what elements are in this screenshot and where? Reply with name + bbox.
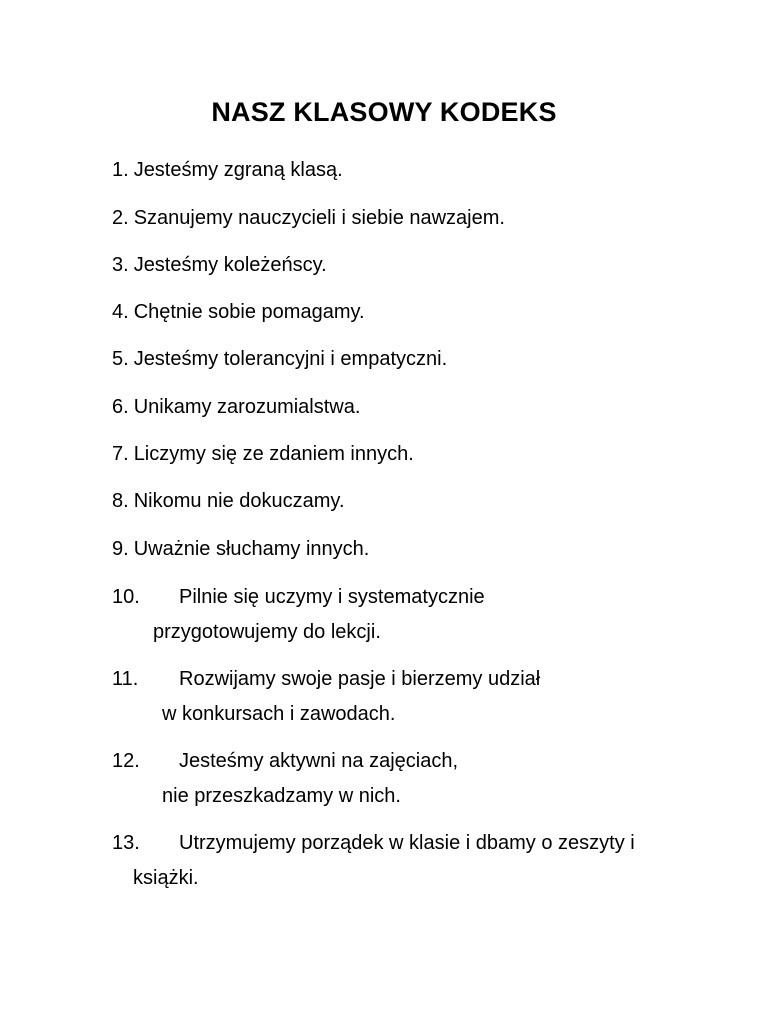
list-item [112,537,369,561]
list-item [112,206,505,230]
item-number: 1. [112,159,129,181]
item-continuation: przygotowujemy do lekcji. [153,621,381,643]
list-item [112,489,345,513]
item-text: Jesteśmy tolerancyjni i empatyczni. [133,348,448,370]
item-text: Unikamy zarozumialstwa. [133,396,361,418]
item-number: 4. [112,301,129,323]
item-number: 6. [112,396,129,418]
item-text: Jesteśmy aktywni na zajęciach, [179,750,459,772]
item-text: Jesteśmy koleżeńscy. [133,254,327,276]
list-item [112,667,540,691]
item-number: 8. [112,490,129,512]
item-number: 5. [112,348,129,370]
item-continuation: w konkursach i zawodach. [162,703,396,725]
list-item [112,585,485,609]
list-item [112,749,458,773]
item-number: 2. [112,207,129,229]
item-number: 7. [112,443,129,465]
item-text: Jesteśmy zgraną klasą. [133,159,343,181]
list-item [112,253,327,277]
item-text: Utrzymujemy porządek w klasie i dbamy o zeszyty i [179,832,635,854]
item-number: 11. [112,668,139,690]
item-number: 12. [112,750,140,772]
list-item [112,442,414,466]
list-item [112,158,343,182]
item-text: Rozwijamy swoje pasje i bierzemy udział [179,668,541,690]
item-text: Pilnie się uczymy i systematycznie [179,586,485,608]
item-number: 13. [112,832,140,854]
document-title: NASZ KLASOWY KODEKS [211,97,557,127]
list-item [112,300,365,324]
list-item [112,831,635,855]
item-text: Uważnie słuchamy innych. [133,538,370,560]
item-text: Liczymy się ze zdaniem innych. [133,443,414,465]
item-number: 9. [112,538,129,560]
item-text: Chętnie sobie pomagamy. [133,301,365,323]
item-number: 3. [112,254,129,276]
item-text: Nikomu nie dokuczamy. [133,490,345,512]
list-item [112,395,360,419]
item-text: Szanujemy nauczycieli i siebie nawzajem. [133,207,505,229]
item-number: 10. [112,586,140,608]
list-item [112,347,447,371]
item-continuation: nie przeszkadzamy w nich. [162,785,401,807]
item-continuation: książki. [133,867,199,889]
